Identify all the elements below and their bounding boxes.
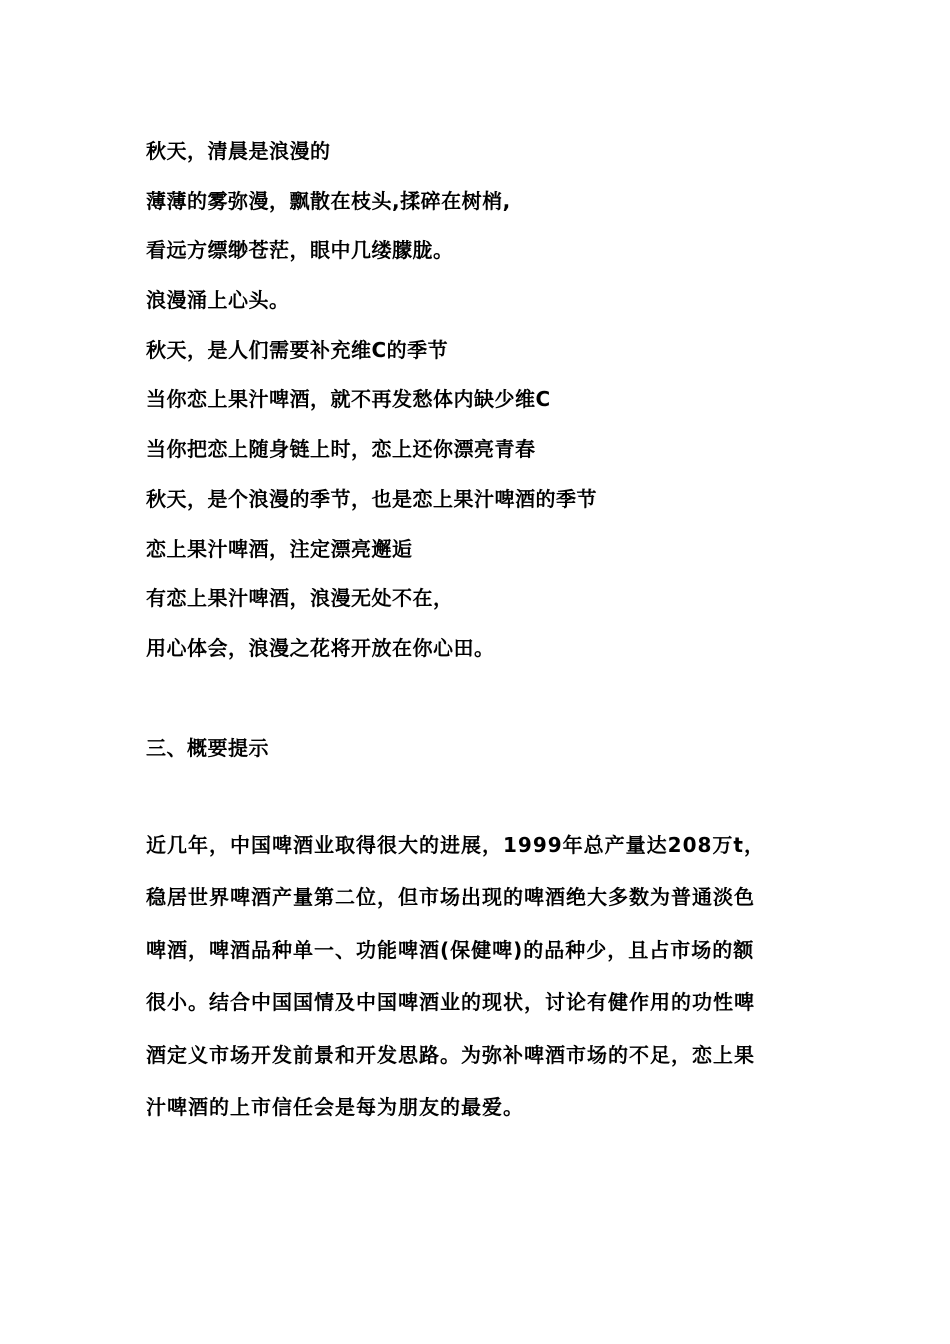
poem-line: 浪漫涌上心头。 <box>146 288 290 313</box>
poem-line: 用心体会，浪漫之花将开放在你心田。 <box>146 635 495 660</box>
poem-line: 当你把恋上随身链上时，恋上还你漂亮青春 <box>146 437 536 462</box>
paragraph-line: 稳居世界啤酒产量第二位，但市场出现的啤酒绝大多数为普通淡色 <box>146 885 755 910</box>
poem-line: 看远方缥缈苍茫，眼中几缕朦胧。 <box>146 238 454 263</box>
poem-line: 薄薄的雾弥漫，飘散在枝头,揉碎在树梢, <box>146 188 511 213</box>
poem-line: 秋天，是人们需要补充维C的季节 <box>146 337 449 362</box>
paragraph-line: 汁啤酒的上市信任会是每为朋友的最爱。 <box>146 1094 524 1119</box>
paragraph-line: 很小。结合中国国情及中国啤酒业的现状，讨论有健作用的功性啤 <box>146 990 755 1015</box>
poem-line: 秋天，是个浪漫的季节，也是恋上果汁啤酒的季节 <box>146 486 597 511</box>
poem-line: 当你恋上果汁啤酒，就不再发愁体内缺少维C <box>146 387 551 412</box>
paragraph-line: 酒定义市场开发前景和开发思路。为弥补啤酒市场的不足，恋上果 <box>146 1042 755 1067</box>
poem-line: 恋上果汁啤酒，注定漂亮邂逅 <box>146 536 413 561</box>
poem-line: 秋天，清晨是浪漫的 <box>146 139 331 163</box>
poem-line: 有恋上果汁啤酒，浪漫无处不在， <box>146 586 454 611</box>
paragraph-line: 近几年，中国啤酒业取得很大的进展，1999年总产量达208万t， <box>146 833 765 857</box>
paragraph-line: 啤酒，啤酒品种单一、功能啤酒(保健啤)的品种少，且占市场的额 <box>146 937 755 962</box>
poem-block <box>146 134 846 681</box>
summary-paragraph <box>146 828 806 1142</box>
section-heading: 三、概要提示 <box>146 736 269 760</box>
